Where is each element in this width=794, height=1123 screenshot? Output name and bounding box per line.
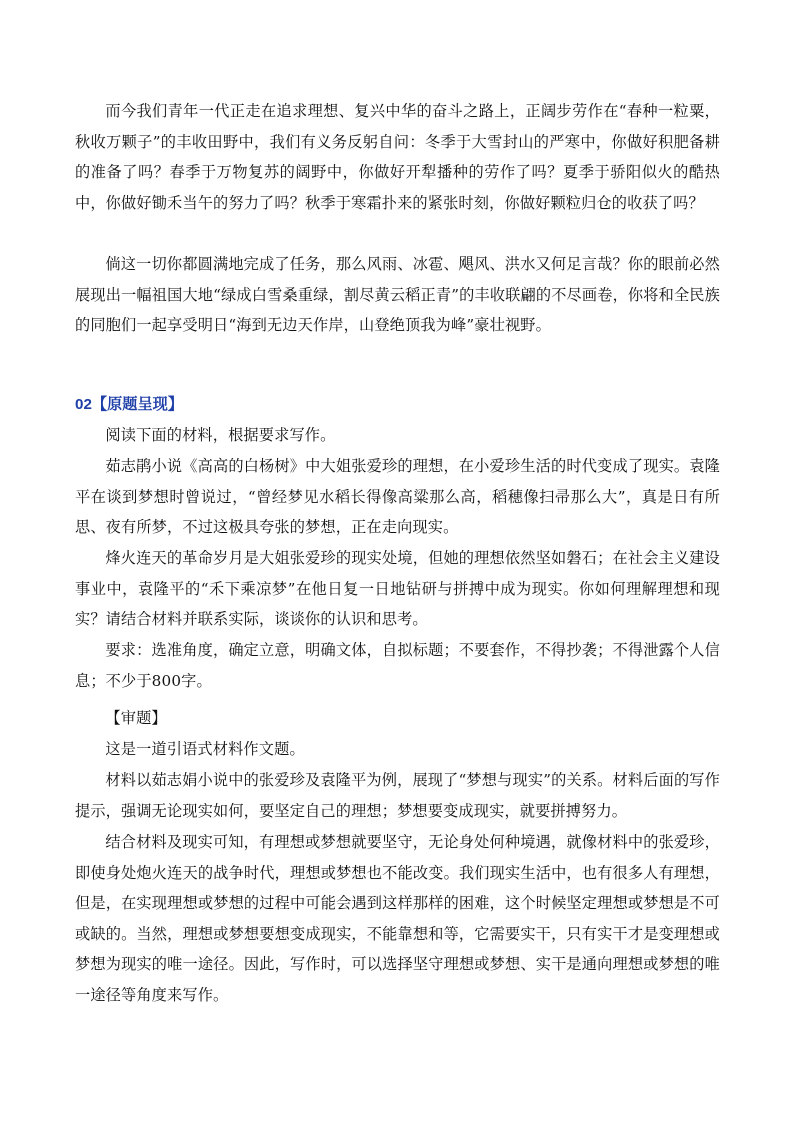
section-title: 【原题呈现】 xyxy=(91,395,184,413)
paragraph-analysis-2: 材料以茹志娟小说中的张爱珍及袁隆平为例，展现了“梦想与现实”的关系。材料后面的写作提示，强调无论现实如何，要坚定自己的理想；梦想要变成现实，就要拼搏努力。 xyxy=(75,771,720,820)
paragraph-top-2: 倘这一切你都圆满地完成了任务，那么风雨、冰雹、飓风、洪水又何足言哉？你的眼前必然展现出一幅祖国大地“绿成白雪桑重绿，割尽黄云稻正青”的丰收联翩的不尽画卷，你将和全民族的同胞们一起享受明日“海到无边天作岸，山登绝顶我为峰”豪壮视野。 xyxy=(75,255,720,335)
section-number: 02 xyxy=(75,396,92,413)
paragraph-analysis-1: 这是一道引语式材料作文题。 xyxy=(105,740,305,758)
paragraph-material-2: 烽火连天的革命岁月是大姐张爱珍的现实处境，但她的理想依然坚如磐石；在社会主义建设事业中，袁隆平的“禾下乘凉梦”在他日复一日地钻研与拼搏中成为现实。你如何理解理想和现实？请结合材料并联系实际，谈谈你的认识和思考。 xyxy=(75,549,720,629)
paragraph-requirements: 要求：选准角度，确定立意，明确文体，自拟标题；不要套作，不得抄袭；不得泄露个人信息；不少于800字。 xyxy=(75,641,720,690)
paragraph-top-1: 而今我们青年一代正走在追求理想、复兴中华的奋斗之路上，正阔步劳作在“春种一粒粟，秋收万颗子”的丰收田野中，我们有义务反躬自问：冬季于大雪封山的严寒中，你做好积肥备耕的准备了吗？春季于万物复苏的阔野中，你做好开犁播种的劳作了吗？夏季于骄阳似火的酷热中，你做好锄禾当午的努力了吗？秋季于寒霜扑来的紧张时刻，你做好颗粒归仓的收获了吗？ xyxy=(75,102,720,212)
paragraph-material-1: 茹志鹃小说《高高的白杨树》中大姐张爱珍的理想，在小爱珍生活的时代变成了现实。袁隆平在谈到梦想时曾说过，“曾经梦见水稻长得像高粱那么高，稻穗像扫帚那么大”，真是日有所思、夜有所梦，不过这极具夸张的梦想，正在走向现实。 xyxy=(75,457,720,537)
paragraph-instruction: 阅读下面的材料，根据要求写作。 xyxy=(105,426,336,444)
paragraph-analysis-3: 结合材料及现实可知，有理想或梦想就要坚守，无论身处何种境遇，就像材料中的张爱珍，即使身处炮火连天的战争时代，理想或梦想也不能改变。我们现实生活中，也有很多人有理想，但是，在实现理想或梦想的过程中可能会遇到这样那样的困难，这个时候坚定理想或梦想是不可或缺的。当然，理想或梦想要想变成现实，不能靠想和等，它需要实干，只有实干才是变理想或梦想为现实的唯一途径。因此，写作时，可以选择坚守理想或梦想、实干是通向理想或梦想的唯一途径等角度来写作。 xyxy=(75,833,720,1004)
section-heading xyxy=(75,389,183,420)
subheading-analysis: 【审题】 xyxy=(105,709,167,727)
